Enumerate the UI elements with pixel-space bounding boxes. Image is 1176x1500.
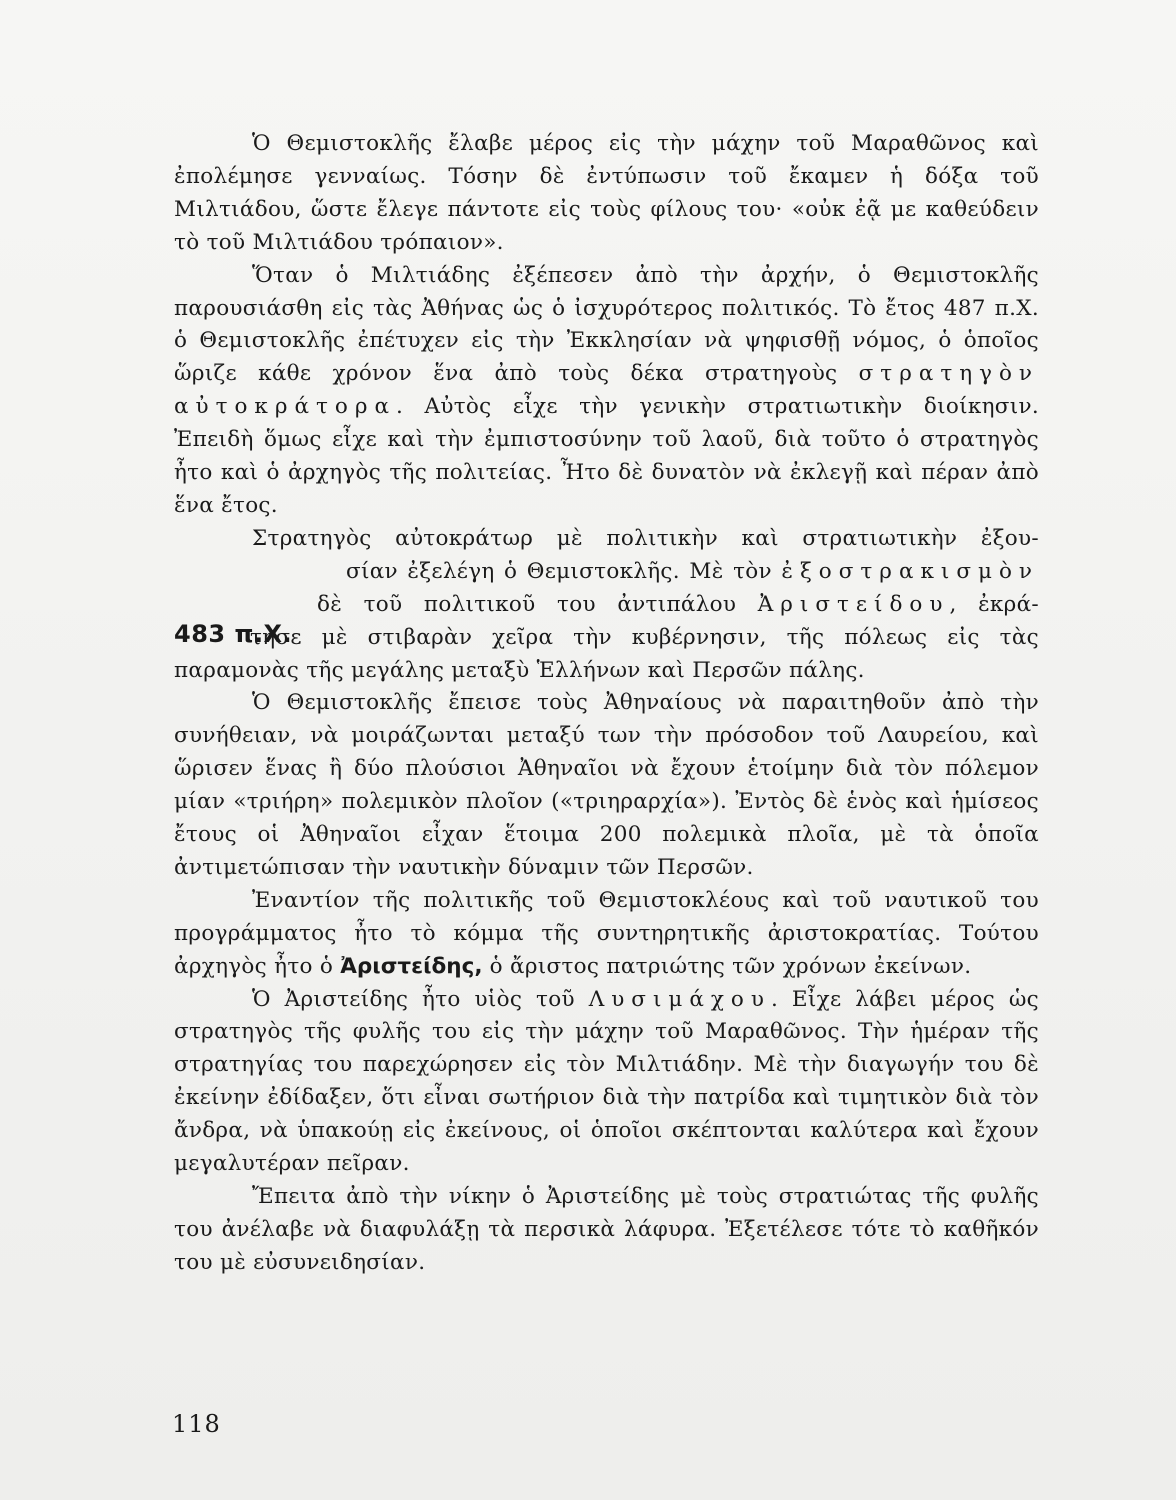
term-strategos-autokrator: στρατηγὸν αὐτοκράτορα xyxy=(174,361,1039,420)
paragraph-3-rest: τησε μὲ στιβαρὰν χεῖρα τὴν κυβέρνησιν, τῆς πόλεως εἰς τὰς παραμονὰς τῆς μεγάλης μεταξὺ Ἑλλήνων καὶ Περσῶν πάλης. xyxy=(174,624,1039,683)
page-number: 118 xyxy=(172,1410,221,1438)
paragraph-6-part-b: . Εἶχε λάβει μέρος ὡς στρατηγὸς τῆς φυλῆς του εἰς τὴν μάχην τοῦ Μαραθῶνος. Τὴν ἡμέραν τῆς στρατηγίας του παρεχώρησεν εἰς τὸν Μιλτιάδην. Μὲ τὴν διαγωγήν του δὲ ἐκείνην ἐδίδαξεν, ὅτι εἶναι σωτήριον διὰ τὴν πατρίδα καὶ τιμητικὸν διὰ τὸν ἄνδρα, νὰ ὑπακούῃ εἰς ἐκείνους, οἱ ὁποῖοι σκέπτονται καλύτερα καὶ ἔχουν μεγαλυτέραν πεῖραν. xyxy=(174,986,1039,1177)
paragraph-3-line-3-tail: , ἐκρά- xyxy=(949,591,1039,617)
paragraph-3-line-3-text: δὲ τοῦ πολιτικοῦ του ἀντιπάλου xyxy=(317,591,758,617)
paragraph-3-line-3 xyxy=(174,589,1039,622)
paragraph-3-line-2-text: σίαν ἐξελέγη ὁ Θεμιστοκλῆς. Μὲ τὸν xyxy=(346,558,782,584)
paragraph-2-part-b: . Αὐτὸς εἶχε τὴν γενικὴν στρατιωτικὴν διοίκησιν. Ἐπειδὴ ὅμως εἶχε καὶ τὴν ἐμπιστοσύνην τοῦ λαοῦ, διὰ τοῦτο ὁ στρατηγὸς ἦτο καὶ ὁ ἀρχηγὸς τῆς πολιτείας. Ἦτο δὲ δυνατὸν νὰ ἐκλεγῇ καὶ πέραν ἀπὸ ἕνα ἔτος. xyxy=(174,394,1039,518)
margin-note-date: 483 π.Χ. xyxy=(174,620,293,648)
paragraph-3-line-2 xyxy=(174,556,1039,589)
paragraph-5-part-b: ὁ ἄριστος πατριώτης τῶν χρόνων ἐκείνων. xyxy=(482,953,972,979)
paragraph-2 xyxy=(174,260,1039,523)
paragraph-5 xyxy=(174,885,1039,984)
name-aristeides-bold: Ἀριστείδης, xyxy=(340,953,483,979)
paragraph-5-part-a: Ἐναντίον τῆς πολιτικῆς τοῦ Θεμιστοκλέους καὶ τοῦ ναυτικοῦ του προγράμματος ἦτο τὸ κόμμα τῆς συντηρητικῆς ἀριστοκρατίας. Τούτου ἀρχηγὸς ἦτο ὁ xyxy=(174,887,1039,979)
body-text xyxy=(174,128,1039,1280)
term-exostrakismos: ἐξοστρακισμὸν xyxy=(781,558,1039,584)
paragraph-1: Ὁ Θεμιστοκλῆς ἔλαβε μέρος εἰς τὴν μάχην τοῦ Μαραθῶνος καὶ ἐπολέμησε γενναίως. Τόσην δὲ ἐντύπωσιν τοῦ ἔκαμεν ἡ δόξα τοῦ Μιλτιάδου, ὥστε ἔλεγε πάντοτε εἰς τοὺς φίλους του· «οὐκ ἐᾷ με καθεύδειν τὸ τοῦ Μιλτιάδου τρόπαιον». xyxy=(174,131,1039,255)
paragraph-3 xyxy=(174,523,1039,688)
paragraph-4: Ὁ Θεμιστοκλῆς ἔπεισε τοὺς Ἀθηναίους νὰ παραιτηθοῦν ἀπὸ τὴν συνήθειαν, νὰ μοιράζωνται μεταξύ των τὴν πρόσοδον τοῦ Λαυρείου, καὶ ὥρισεν ἕνας ἢ δύο πλούσιοι Ἀθηναῖοι νὰ ἔχουν ἑτοίμην διὰ τὸν πόλεμον μίαν «τριήρη» πολεμικὸν πλοῖον («τριηραρχία»). Ἐντὸς δὲ ἑνὸς καὶ ἡμίσεος ἔτους οἱ Ἀθηναῖοι εἶχαν ἕτοιμα 200 πολεμικὰ πλοῖα, μὲ τὰ ὁποῖα ἀντιμετώπισαν τὴν ναυτικὴν δύναμιν τῶν Περσῶν. xyxy=(174,690,1039,880)
term-aristeidou: Ἀριστείδου xyxy=(757,591,950,617)
paragraph-2-part-a: Ὅταν ὁ Μιλτιάδης ἐξέπεσεν ἀπὸ τὴν ἀρχήν, ὁ Θεμιστοκλῆς παρουσιάσθη εἰς τὰς Ἀθήνας ὡς ὁ ἰσχυρότερος πολιτικός. Τὸ ἔτος 487 π.Χ. ὁ Θεμιστοκλῆς ἐπέτυχεν εἰς τὴν Ἐκκλησίαν νὰ ψηφισθῇ νόμος, ὁ ὁποῖος ὥριζε κάθε χρόνον ἕνα ἀπὸ τοὺς δέκα στρατηγοὺς xyxy=(174,262,1039,387)
paragraph-7: Ἔπειτα ἀπὸ τὴν νίκην ὁ Ἀριστείδης μὲ τοὺς στρατιώτας τῆς φυλῆς του ἀνέλαβε νὰ διαφυλάξῃ τὰ περσικὰ λάφυρα. Ἐξετέλεσε τότε τὸ καθῆκόν του μὲ εὐσυνειδησίαν. xyxy=(174,1184,1039,1275)
paragraph-6 xyxy=(174,984,1039,1181)
paragraph-3-line-1: Στρατηγὸς αὐτοκράτωρ μὲ πολιτικὴν καὶ στρατιωτικὴν ἐξου- xyxy=(252,525,1039,551)
term-lysimachou: Λυσιμάχου xyxy=(588,986,771,1012)
paragraph-6-part-a: Ὁ Ἀριστείδης ἦτο υἱὸς τοῦ xyxy=(252,986,589,1012)
